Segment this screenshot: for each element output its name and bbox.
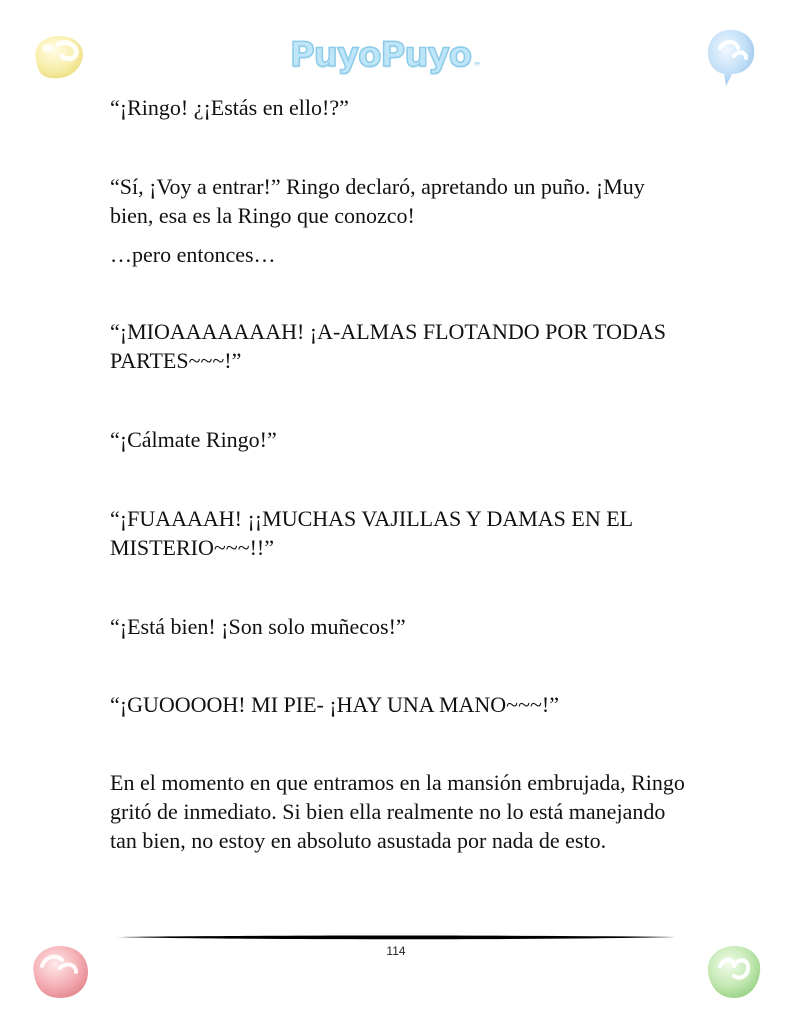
page-number: 114	[386, 944, 406, 958]
red-puyo-icon	[26, 940, 94, 1004]
paragraph-1: “¡Ringo! ¿¡Estás en ello!?”	[110, 95, 349, 120]
yellow-puyo-icon	[28, 30, 88, 82]
green-puyo-icon	[702, 940, 766, 1002]
paragraph-5: “¡Cálmate Ringo!”	[110, 427, 277, 452]
paragraph-8: “¡GUOOOOH! MI PIE- ¡HAY UNA MANO~~~!”	[110, 692, 559, 717]
paragraph-4: “¡MIOAAAAAAAH! ¡A-ALMAS FLOTANDO POR TODAS PARTES~~~!”	[110, 319, 666, 373]
paragraph-6: “¡FUAAAAH! ¡¡MUCHAS VAJILLAS Y DAMAS EN EL MISTERIO~~~!!”	[110, 506, 633, 560]
footer-divider	[116, 932, 676, 942]
paragraph-9: En el momento en que entramos en la mansión embrujada, Ringo gritó de inmediato. Si bien ella realmente no lo está manejando tan bien, no estoy en absoluto asustada por nada de esto.	[110, 770, 685, 853]
puyopuyo-logo	[289, 30, 481, 80]
logo-trademark: ™	[473, 61, 481, 70]
paragraph-2: “Sí, ¡Voy a entrar!” Ringo declaró, apretando un puño. ¡Muy bien, esa es la Ringo que conozco!	[110, 174, 645, 228]
paragraph-3: …pero entonces…	[110, 242, 276, 267]
paragraph-7: “¡Está bien! ¡Son solo muñecos!”	[110, 614, 406, 639]
blue-puyo-icon	[702, 26, 758, 88]
logo-text: PuyoPuyo	[289, 35, 472, 75]
